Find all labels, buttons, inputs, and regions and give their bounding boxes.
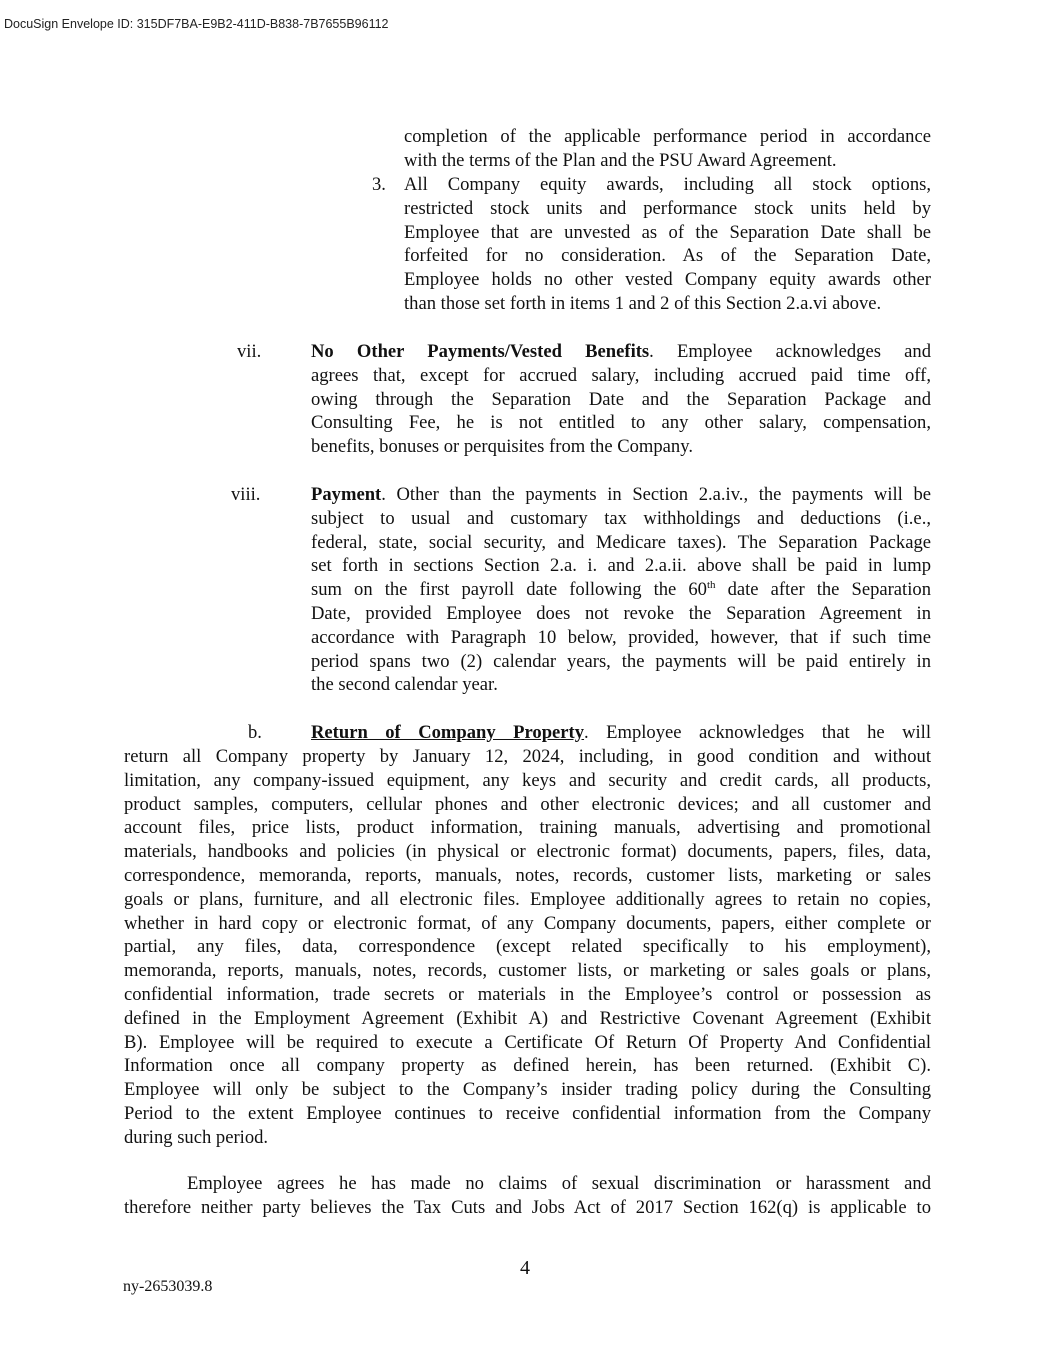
text-line: All Company equity awards, including all stock options, (404, 174, 931, 195)
text-line: defined in the Employment Agreement (Exhibit A) and Restrictive Covenant Agreement (Exhibit (124, 1007, 931, 1029)
closing-paragraph (124, 1172, 931, 1220)
section-b-number: b. (248, 722, 262, 743)
item-3-text (404, 173, 931, 316)
text-line: forfeited for no consideration. As of the Separation Date, (404, 245, 931, 267)
text-line: B). Employee will be required to execute a Certificate Of Return Of Property And Confidential (124, 1031, 931, 1053)
text-line: Employee will only be subject to the Company’s insider trading policy during the Consulting (124, 1079, 931, 1101)
page-number: 4 (520, 1257, 530, 1279)
text-line: completion of the applicable performance period in accordance (404, 126, 931, 147)
text-line (311, 483, 931, 507)
ordinal-superscript: th (706, 579, 716, 591)
text-line: Period to the extent Employee continues to receive confidential information from the Company (124, 1102, 931, 1124)
text-fragment: date after the Separation (715, 579, 931, 601)
text-line: restricted stock units and performance stock units held by (404, 197, 931, 219)
text-line: limitation, any company-issued equipment, any keys and security and credit cards, all products, (124, 769, 931, 791)
text-line: Consulting Fee, he is not entitled to any other salary, compensation, (311, 412, 931, 434)
text-line: confidential information, trade secrets or materials in the Employee’s control or possession as (124, 983, 931, 1005)
text-line: Employee that are unvested as of the Separation Date shall be (404, 221, 931, 243)
text-line (311, 721, 931, 745)
section-b-first-line (311, 721, 931, 745)
text-line: period spans two (2) calendar years, the payments will be paid entirely in (311, 650, 931, 672)
text-line: agrees that, except for accrued salary, including accrued paid time off, (311, 364, 931, 386)
text-line: Employee agrees he has made no claims of sexual discrimination or harassment and (187, 1173, 931, 1194)
text-line: Employee holds no other vested Company equity awards other (404, 269, 931, 291)
text-line: return all Company property by January 12, 2024, including, in good condition and without (124, 746, 931, 767)
section-viii-text (311, 483, 931, 697)
docusign-envelope-id: DocuSign Envelope ID: 315DF7BA-E9B2-411D-B838-7B7655B96112 (4, 17, 389, 31)
text-fragment: . Employee acknowledges that he will (584, 722, 931, 743)
text-line: with the terms of the Plan and the PSU Award Agreement. (404, 149, 837, 171)
text-line (311, 578, 931, 602)
text-line: set forth in sections Section 2.a. i. and 2.a.ii. above shall be paid in lump (311, 555, 931, 577)
section-viii-number: viii. (231, 484, 261, 505)
section-vii-number: vii. (237, 341, 262, 362)
text-line: therefore neither party believes the Tax Cuts and Jobs Act of 2017 Section 162(q) is applicable to (124, 1196, 931, 1218)
text-line: subject to usual and customary tax withholdings and deductions (i.e., (311, 507, 931, 529)
section-b-text (124, 745, 931, 1150)
text-line: whether in hard copy or electronic format, of any Company documents, papers, either complete or (124, 912, 931, 934)
text-line: benefits, bonuses or perquisites from the Company. (311, 436, 693, 458)
text-line: during such period. (124, 1126, 269, 1148)
section-b-heading: Return of Company Property (311, 722, 585, 743)
text-line: owing through the Separation Date and the Separation Package and (311, 388, 931, 410)
text-line: Information once all company property as defined herein, has been returned. (Exhibit C). (124, 1055, 931, 1077)
text-line: goals or plans, furniture, and all electronic files. Employee additionally agrees to retain no copies, (124, 888, 931, 910)
text-fragment: . Employee acknowledges and (649, 341, 931, 362)
text-line: accordance with Paragraph 10 below, provided, however, that if such time (311, 626, 931, 648)
section-viii-heading: Payment (311, 484, 382, 505)
text-line (311, 340, 931, 364)
text-line: memoranda, reports, manuals, notes, records, customer lists, or marketing or sales goals or plans, (124, 960, 931, 982)
section-vii-heading: No Other Payments/Vested Benefits (311, 341, 650, 362)
text-line: correspondence, memoranda, reports, manuals, notes, records, customer lists, marketing or sales (124, 864, 931, 886)
item-2-continuation (404, 125, 931, 173)
text-line: Date, provided Employee does not revoke the Separation Agreement in (311, 602, 931, 624)
text-line: the second calendar year. (311, 674, 498, 696)
document-id: ny-2653039.8 (123, 1278, 213, 1295)
item-3-number: 3. (372, 174, 386, 195)
text-line: account files, price lists, product information, training manuals, advertising and promotional (124, 817, 931, 839)
section-vii-text (311, 340, 931, 459)
text-line: federal, state, social security, and Medicare taxes). The Separation Package (311, 531, 931, 553)
text-line: materials, handbooks and policies (in physical or electronic format) documents, papers, files, data, (124, 841, 931, 863)
text-line: than those set forth in items 1 and 2 of this Section 2.a.vi above. (404, 292, 882, 314)
text-fragment: sum on the first payroll date following the 60 (311, 579, 707, 601)
text-fragment: . Other than the payments in Section 2.a.iv., the payments will be (381, 484, 931, 505)
text-line: product samples, computers, cellular phones and other electronic devices; and all customer and (124, 793, 931, 815)
text-line: partial, any files, data, correspondence (except related specifically to his employment), (124, 936, 931, 958)
